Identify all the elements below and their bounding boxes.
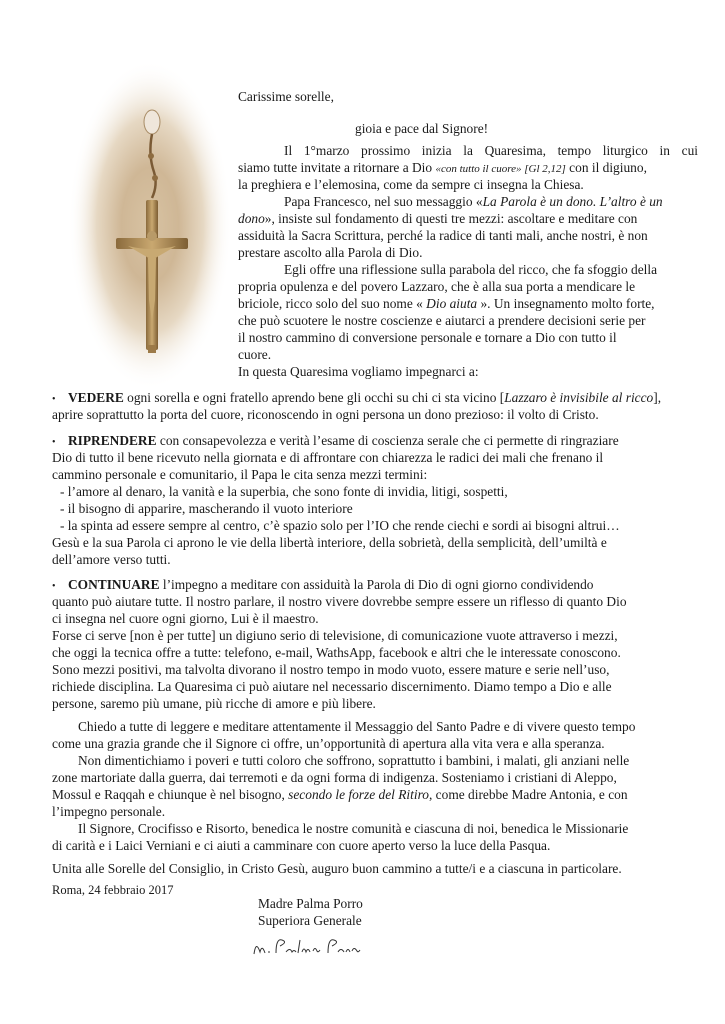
paragraph-1-line-2: siamo tutte invitate a ritornare a Dio «con tutto il cuore» [Gl 2,12] con il digiuno, (238, 160, 647, 175)
closing-2-line-4: l’impegno personale. (52, 804, 166, 819)
riprendere-dash-2: - il bisogno di apparire, mascherando il vuoto interiore (60, 501, 353, 516)
paragraph-3-line-5: il nostro cammino di conversione personale e tornare a Dio con tutto il (238, 330, 617, 345)
continuare-line-1: CONTINUARE l’impegno a meditare con assiduità la Parola di Dio di ogni giorno condividendo (68, 577, 594, 592)
continuare-line-4: Forse ci serve [non è per tutte] un digiuno serio di televisione, di comunicazione vuote attraverso i mezzi, (52, 628, 618, 643)
continuare-line-5: che oggi la tecnica offre a tutte: telefono, e-mail, WathsApp, facebook e altri che le interessate conoscono. (52, 645, 621, 660)
paragraph-1-line-1: Il 1°marzo prossimo inizia la Quaresima, tempo liturgico in cui (284, 143, 698, 158)
paragraph-2-line-3: assiduità la Sacra Scrittura, perché la radice di tanti mali, anche nostri, è non (238, 228, 648, 243)
continuare-line-8: persone, saremo più umane, più ricche di amore e più libere. (52, 696, 376, 711)
vedere-line-1: VEDERE ogni sorella e ogni fratello aprendo bene gli occhi su chi ci sta vicino [Lazzaro è invisibile al ricco], (68, 390, 662, 405)
continuare-line-2: quanto può aiutare tutte. Il nostro parlare, il nostro vivere dovrebbe sempre essere un riflesso di quanto Dio (52, 594, 627, 609)
riprendere-dash-1: - l’amore al denaro, la vanità e la superbia, che sono fonte di invidia, litigi, sospetti, (60, 484, 508, 499)
greeting: gioia e pace dal Signore! (355, 121, 489, 136)
paragraph-2-line-2: dono», insiste sul fondamento di questi tre mezzi: ascoltare e meditare con (238, 211, 638, 226)
riprendere-line-1: RIPRENDERE con consapevolezza e verità l’esame di coscienza serale che ci permette di ringraziare (68, 433, 619, 448)
riprendere-line-3: cammino personale e comunitario, il Papa le cita senza mezzi termini: (52, 467, 428, 482)
paragraph-2-line-4: prestare ascolto alla Parola di Dio. (238, 245, 423, 260)
paragraph-3-line-4: che può scuotere le nostre coscienze e aiutarci a prendere decisioni serie per (238, 313, 646, 328)
bullet-vedere: • (52, 394, 56, 405)
riprendere-dash-3: - la spinta ad essere sempre al centro, c’è spazio solo per l’IO che rende ciechi e sordi ai bisogni altrui… (60, 518, 620, 533)
date-line: Roma, 24 febbraio 2017 (52, 883, 174, 897)
closing-2-line-1: Non dimentichiamo i poveri e tutti coloro che soffrono, soprattutto i bambini, i malati, gli anziani nelle (78, 753, 630, 768)
continuare-line-3: ci insegna nel cuore ogni giorno, Lui è il maestro. (52, 611, 319, 626)
list-intro: In questa Quaresima vogliamo impegnarci a: (238, 364, 479, 379)
paragraph-3-line-6: cuore. (238, 347, 272, 362)
paragraph-3-line-3: briciole, ricco solo del suo nome « Dio aiuta ». Un insegnamento molto forte, (238, 296, 655, 311)
continuare-line-6: Sono mezzi positivi, ma talvolta divorano il nostro tempo in modo vuoto, essere mature e serie nell’uso, (52, 662, 610, 677)
closing-3-line-1: Il Signore, Crocifisso e Risorto, benedica le nostre comunità e ciascuna di noi, benedica le Missionarie (78, 821, 629, 836)
paragraph-1-line-3: la preghiera e l’elemosina, come da sempre ci insegna la Chiesa. (238, 177, 584, 192)
bullet-continuare: • (52, 581, 56, 592)
closing-2-line-3: Mossul e Raqqah e chiunque è nel bisogno, secondo le forze del Ritiro, come direbbe Madre Antonia, e con (52, 787, 628, 802)
closing-1-line-2: come una grazia grande che il Signore ci offre, un’opportunità di apertura alla vita vera e alla speranza. (52, 736, 605, 751)
closing-3-line-2: di carità e i Laici Verniani e ci aiuti a camminare con cuore aperto verso la luce della Pasqua. (52, 838, 551, 853)
riprendere-line-2: Dio di tutto il bene ricevuto nella giornata e di affrontare con chiarezza le radici dei mali che frenano il (52, 450, 604, 465)
paragraph-2-line-1: Papa Francesco, nel suo messaggio «La Parola è un dono. L’altro è un (284, 194, 663, 209)
bullet-riprendere: • (52, 437, 56, 448)
paragraph-3-line-1: Egli offre una riflessione sulla parabola del ricco, che fa sfoggio della (284, 262, 658, 277)
continuare-line-7: richiede disciplina. La Quaresima ci può aiutare nel necessario discernimento. Diamo tempo a Dio e alle (52, 679, 612, 694)
closing-2-line-2: zone martoriate dalla guerra, dai terremoti e da ogni forma di indigenza. Sosteniamo i cristiani di Aleppo, (52, 770, 617, 785)
riprendere-line-5: dell’amore verso tutti. (52, 552, 171, 567)
salutation: Carissime sorelle, (238, 89, 334, 104)
paragraph-3-line-2: propria opulenza e del povero Lazzaro, che è alla sua porta a mendicare le (238, 279, 636, 294)
riprendere-line-4: Gesù e la sua Parola ci aprono le vie della libertà interiore, della sobrietà, della semplicità, dell’umiltà e (52, 535, 607, 550)
handwritten-signature (250, 930, 365, 960)
rosary-crucifix-photo (68, 60, 233, 390)
vedere-line-2: aprire soprattutto la porta del cuore, riconoscendo in ogni persona un dono prezioso: il volto di Cristo. (52, 407, 599, 422)
signer-title: Superiora Generale (258, 913, 362, 928)
signer-name: Madre Palma Porro (258, 896, 363, 911)
final-wishes: Unita alle Sorelle del Consiglio, in Cristo Gesù, auguro buon cammino a tutte/i e a ciascuna in particolare. (52, 861, 622, 876)
closing-1-line-1: Chiedo a tutte di leggere e meditare attentamente il Messaggio del Santo Padre e di vivere questo tempo (78, 719, 636, 734)
